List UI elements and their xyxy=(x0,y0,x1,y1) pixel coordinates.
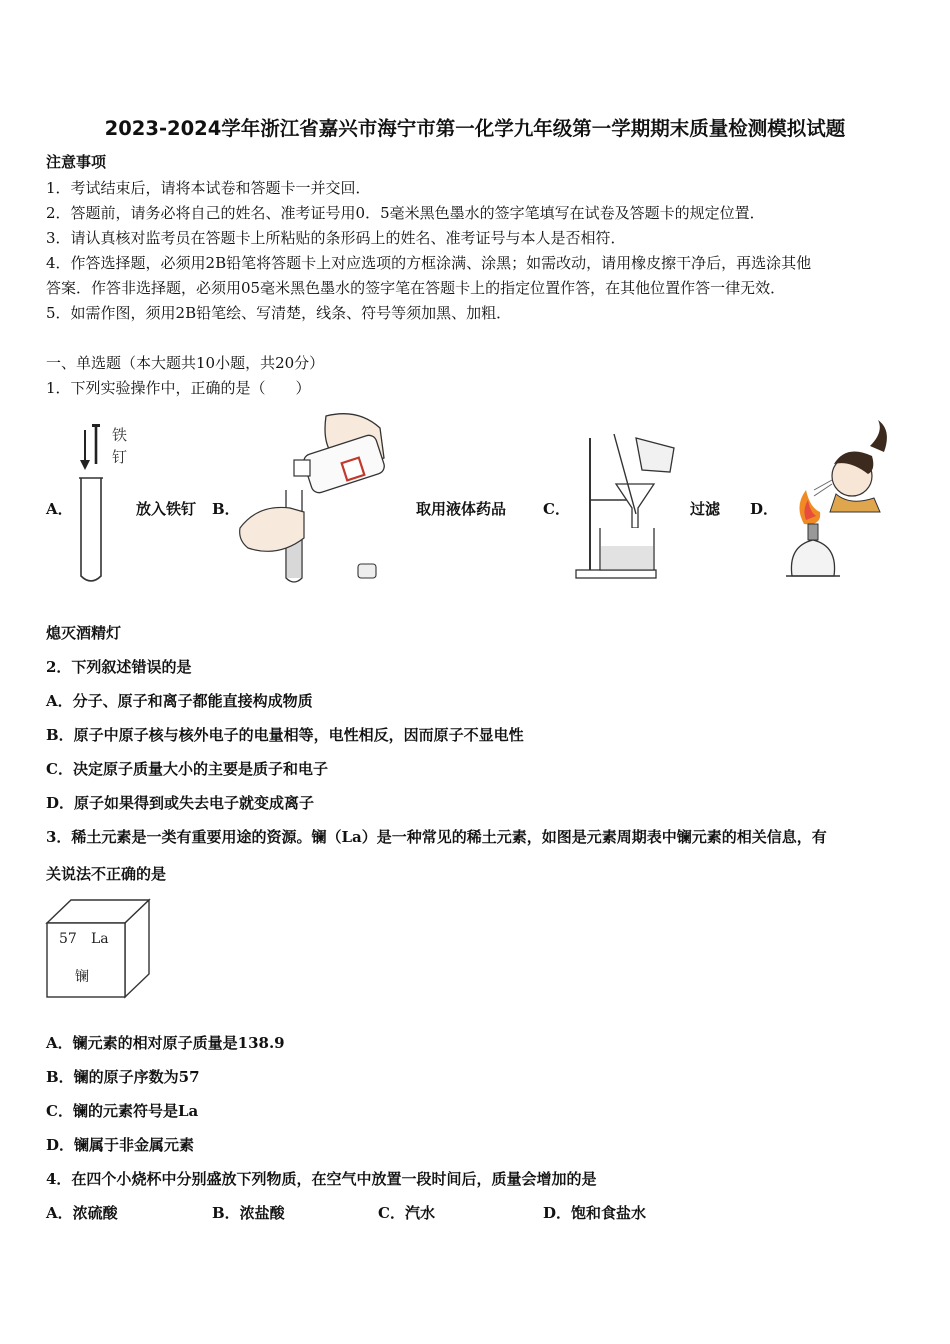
notice-item: 4．作答选择题，必须用2B铅笔将答题卡上对应选项的方框涂满、涂黑；如需改动，请用橡皮擦干净后，再选涂其他 xyxy=(46,254,812,272)
question-2-stem: 2．下列叙述错误的是 xyxy=(46,658,192,676)
q1-option-a-label: A． xyxy=(46,500,73,518)
section-heading: 一、单选题（本大题共10小题，共20分） xyxy=(46,354,325,372)
q2-option: B．原子中原子核与核外电子的电量相等，电性相反，因而原子不显电性 xyxy=(46,726,524,744)
element-symbol: La xyxy=(91,931,109,947)
lanthanum-element-cube xyxy=(45,898,153,1000)
q3-option: A．镧元素的相对原子质量是138.9 xyxy=(46,1034,285,1052)
page-title: 2023-2024学年浙江省嘉兴市海宁市第一化学九年级第一学期期末质量检测模拟试题 xyxy=(104,117,846,140)
element-name: 镧 xyxy=(75,969,89,985)
q1-option-d-label: D． xyxy=(750,500,779,518)
q2-option: D．原子如果得到或失去电子就变成离子 xyxy=(46,794,315,812)
notice-item: 2．答题前，请务必将自己的姓名、准考证号用0．5毫米黑色墨水的签字笔填写在试卷及答题卡的规定位置． xyxy=(46,204,765,222)
q4-option: B．浓盐酸 xyxy=(212,1204,285,1222)
pour-liquid-figure xyxy=(238,408,388,588)
test-tube-nail-figure xyxy=(75,418,135,588)
q1-option-b-text: 取用液体药品 xyxy=(416,500,507,518)
q4-option: D．饱和食盐水 xyxy=(543,1204,647,1222)
q1-option-c-label: C． xyxy=(543,500,570,518)
nail-label-1: 铁 xyxy=(112,426,128,444)
question-4-stem: 4．在四个小烧杯中分别盛放下列物质，在空气中放置一段时间后，质量会增加的是 xyxy=(46,1170,597,1188)
q4-option: C．汽水 xyxy=(378,1204,435,1222)
element-atomic-number: 57 xyxy=(59,931,77,947)
question-3-stem-line2: 关说法不正确的是 xyxy=(46,865,167,883)
q4-option: A．浓硫酸 xyxy=(46,1204,118,1222)
notice-item: 3．请认真核对监考员在答题卡上所粘贴的条形码上的姓名、准考证号与本人是否相符． xyxy=(46,229,626,247)
q3-option: C．镧的元素符号是La xyxy=(46,1102,199,1120)
notice-item: 1．考试结束后，请将本试卷和答题卡一并交回． xyxy=(46,179,371,197)
q3-option: D．镧属于非金属元素 xyxy=(46,1136,195,1154)
notice-item: 5．如需作图，须用2B铅笔绘、写清楚，线条、符号等须加黑、加粗． xyxy=(46,304,512,322)
question-1-stem: 1．下列实验操作中，正确的是（ ） xyxy=(46,379,311,397)
q1-option-b-label: B． xyxy=(212,500,240,518)
notice-item: 答案．作答非选择题，必须用05毫米黑色墨水的签字笔在答题卡上的指定位置作答，在其他位置作答一律无效． xyxy=(46,279,786,297)
q2-option: A．分子、原子和离子都能直接构成物质 xyxy=(46,692,313,710)
q1-option-d-text: 熄灭酒精灯 xyxy=(46,624,122,642)
filtration-figure xyxy=(572,430,682,586)
q2-option: C．决定原子质量大小的主要是质子和电子 xyxy=(46,760,328,778)
nail-label-2: 钉 xyxy=(112,448,128,466)
question-3-stem-line1: 3．稀土元素是一类有重要用途的资源。镧（La）是一种常见的稀土元素，如图是元素周期表中镧元素的相关信息，有 xyxy=(46,828,827,846)
alcohol-lamp-figure xyxy=(780,416,892,586)
q1-option-a-text: 放入铁钉 xyxy=(136,500,197,518)
q3-option: B．镧的原子序数为57 xyxy=(46,1068,200,1086)
notice-heading: 注意事项 xyxy=(46,153,107,171)
q1-option-c-text: 过滤 xyxy=(690,500,721,518)
